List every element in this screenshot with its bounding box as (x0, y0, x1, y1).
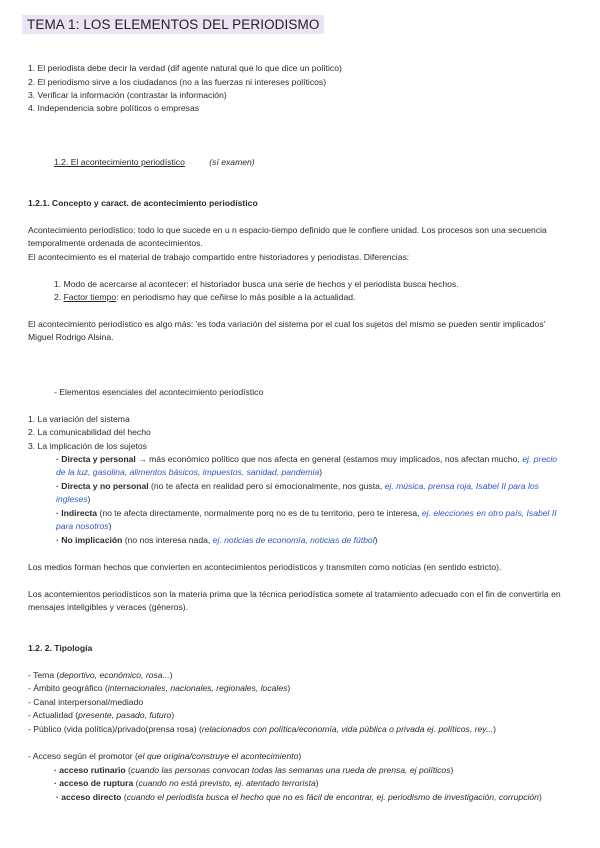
acceso-2-open: ( (133, 778, 139, 788)
tipologia-4-close: ) (171, 710, 175, 720)
acceso-3-label: · acceso directo (56, 792, 122, 802)
tipologia-5-close: ) (493, 724, 496, 734)
acceso-rutinario (54, 764, 453, 777)
acceso-1-open: ( (125, 765, 131, 775)
acceso-2-close: ) (315, 778, 319, 788)
promotor-label: - Acceso según el promotor ( (28, 751, 138, 761)
acceso-ruptura (54, 777, 319, 790)
tipologia-2-close: ) (287, 683, 291, 693)
implication-type-3 (56, 507, 568, 532)
quote-paragraph: El acontecimiento periodístico es algo más: 'es toda variación del sistema por el cual los sujetos del mismo se pueden sentir implicados' Miguel Rodrigo Alsina. (28, 319, 546, 342)
shared-material-paragraph: El acontecimiento es el material de trabajo compartido entre historiadores y periodistas. Diferencias: (28, 252, 410, 262)
page-title: TEMA 1: LOS ELEMENTOS DEL PERIODISMO (22, 15, 324, 34)
type-4-close: ) (374, 535, 378, 545)
type-1-text: → más económico político que nos afecta en general (estamos muy implicados, nos afectan mucho, (135, 454, 523, 464)
tipologia-1-label: - Tema ( (28, 670, 60, 680)
tipologia-5-label: - Público (vida política)/privado(prensa rosa) ( (28, 724, 202, 734)
acceso-1-close: ) (450, 765, 454, 775)
acceso-directo (56, 791, 568, 804)
type-1-close: ) (319, 466, 323, 477)
acceso-3-close: ) (538, 792, 542, 802)
acceso-2-label: · acceso de ruptura (54, 778, 134, 788)
section-heading-1-2-2: 1.2. 2. Tipología (28, 643, 93, 653)
implication-type-1 (56, 453, 568, 478)
intro-item-2: 2. El periodismo sirve a los ciudadanos (no a las fuerzas ni intereses políticos) (28, 77, 327, 87)
tipologia-3-label: - Canal interpersonal/mediado (28, 697, 144, 707)
section-1-2-label: 1.2. El acontecimiento periodístico (54, 157, 185, 167)
elements-heading: - Elementos esenciales del acontecimiento periodístico (54, 387, 264, 397)
element-item-3: 3. La implicación de los sujetos (28, 441, 147, 451)
promotor-item (28, 750, 301, 763)
raw-material-paragraph: Los acontemientos periodísticos son la materia prima que la técnica periodística somete al tratamiento adecuado con el fin de convertirla en mensajes inteligibles y veraces (géneros). (28, 589, 561, 612)
implication-type-2 (56, 480, 568, 505)
implication-type-4 (56, 534, 568, 547)
type-4-label: · No implicación (56, 535, 123, 545)
tipologia-item-5 (28, 723, 496, 736)
difference-2-term: Factor tiempo (63, 292, 117, 302)
type-2-text: (no te afecta en realidad pero sí emocionalmente, nos gusta, (148, 481, 385, 491)
tipologia-1-close: ) (169, 670, 173, 680)
section-1-2-note: (sí examen) (209, 157, 255, 167)
tipologia-item-2 (28, 682, 290, 695)
type-3-example: ej. elecciones en otro país, Isabel II para nosotros (56, 508, 557, 531)
tipologia-2-detail: internacionales, nacionales, regionales, locales (107, 683, 288, 693)
element-item-1: 1. La variación del sistema (28, 414, 130, 424)
element-item-2: 2. La comunicabilidad del hecho (28, 427, 151, 437)
acceso-3-open: ( (121, 792, 127, 802)
media-paragraph: Los medios forman hechos que convierten en acontecimientos periodísticos y transmiten como noticias (en sentido estricto). (28, 562, 502, 572)
type-1-example: ej. precio de la luz, gasolina, alimentos básicos, impuestos, sanidad, pandemia (56, 454, 558, 477)
acceso-2-detail: cuando no está previsto, ej. atentado terrorista (138, 778, 316, 788)
acceso-3-detail: cuando el periodista busca el hecho que no es fácil de encontrar, ej. periodismo de investigación, corrupción (126, 792, 539, 802)
tipologia-item-3 (28, 696, 143, 709)
tipologia-4-label: - Actualidad ( (28, 710, 79, 720)
promotor-detail: el que origina/construye el acontecimiento (137, 751, 299, 761)
acceso-1-label: · acceso rutinario (54, 765, 126, 775)
acceso-1-detail: cuando las personas convocan todas las semanas una rueda de prensa, ej políticos (130, 765, 451, 775)
type-2-close: ) (87, 493, 91, 504)
type-4-example: ej. noticias de economía, noticias de fútbol (212, 535, 375, 545)
section-heading-1-2 (54, 156, 255, 169)
tipologia-item-4 (28, 709, 174, 722)
intro-item-1: 1. El periodista debe decir la verdad (dif agente natural que lo que dice un político) (28, 63, 342, 73)
type-3-label: · Indirecta (56, 508, 98, 518)
difference-2-number: 2. (54, 292, 64, 302)
type-2-label: · Directa y no personal (56, 481, 149, 491)
section-heading-1-2-1: 1.2.1. Concepto y caract. de acontecimiento periodístico (28, 198, 258, 208)
type-3-text: (no te afecta directamente, normalmente porq no es de tu territorio, pero te interesa, (97, 508, 422, 518)
type-3-close: ) (108, 520, 112, 531)
difference-item-2 (54, 291, 355, 304)
definition-paragraph: Acontecimiento periodístico: todo lo que sucede en u n espacio-tiempo definido que le confiere unidad. Los procesos son una secuencia temporalmente ordenada de acontecimientos. (28, 225, 547, 248)
type-2-example: ej. música, prensa roja, Isabel II para los ingleses (56, 481, 539, 504)
type-4-text: (no nos interesa nada, (122, 535, 213, 545)
promotor-close: ) (298, 751, 302, 761)
intro-item-4: 4. Independencia sobre políticos o empresas (28, 103, 200, 113)
tipologia-2-label: - Ámbito geográfico ( (28, 683, 108, 693)
tipologia-5-detail: relacionados con política/economía, vida pública o privada ej. políticos, rey... (201, 724, 494, 734)
tipologia-item-1 (28, 669, 173, 682)
intro-item-3: 3. Verificar la información (contrastar la información) (28, 90, 227, 100)
tipologia-1-detail: deportivo, económico, rosa... (59, 670, 170, 680)
type-1-label: · Directa y personal (56, 454, 136, 464)
tipologia-4-detail: presente, pasado, futuro (78, 710, 172, 720)
difference-2-text: : en periodismo hay que ceñirse lo más posible a la actualidad. (116, 292, 356, 302)
difference-item-1: 1. Modo de acercarse al acontecer: el historiador busca una serie de hechos y el periodista busca hechos. (54, 279, 459, 289)
